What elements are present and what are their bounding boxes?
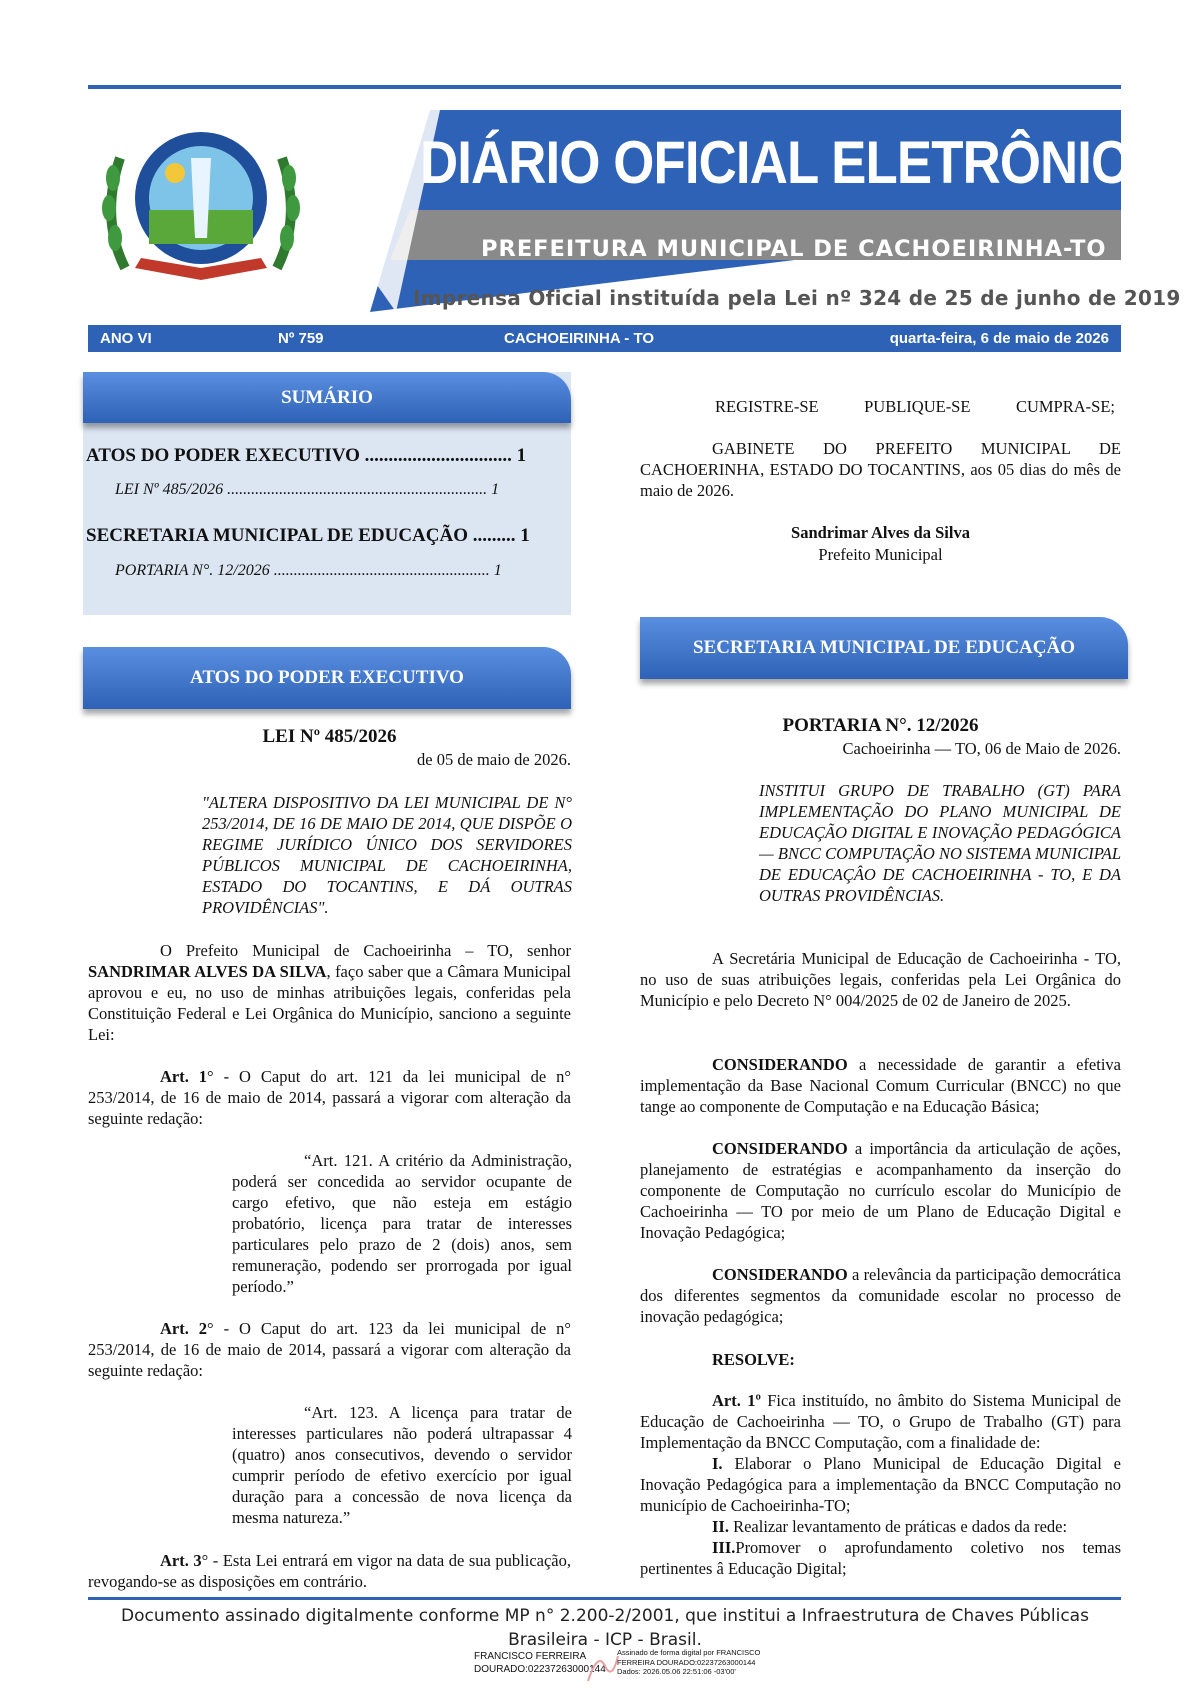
sumario-heading: SUMÁRIO [83, 372, 571, 423]
lei-art-1-quote: “Art. 121. A critério da Administração, poderá ser concedida ao servidor ocupante de cargo efetivo, que não esteja em estágio probatório, licença para tratar de interesses particulares pelo prazo de 2 (dois) anos, sem remuneração, podendo ser prorrogada por igual período.” [232, 1151, 572, 1296]
portaria-date: Cachoeirinha — TO, 06 de Maio de 2026. [842, 739, 1121, 758]
lei-title: LEI Nº 485/2026 [262, 726, 397, 747]
lei-art-2: Art. 2° - O Caput do art. 123 da lei municipal de n° 253/2014, de 16 de maio de 2014, passará a vigorar com alteração da seguinte redação: [88, 1319, 572, 1380]
registre-publique: REGISTRE-SE PUBLIQUE-SE CUMPRA-SE; [715, 397, 1115, 416]
issue-info-bar [88, 325, 1121, 352]
footer-note [60, 1604, 1150, 1652]
issue-year: ANO VI [100, 330, 152, 347]
municipal-seal-icon [95, 118, 307, 286]
lei-preambulo: O Prefeito Municipal de Cachoeirinha – TO, senhor SANDRIMAR ALVES DA SILVA, faço saber que a Câmara Municipal aprovou e eu, no uso de minhas atribuições legais, conferidas pela Constituição Federal e Lei Orgânica do Município, sanciono a seguinte Lei: [88, 941, 571, 1044]
portaria-item-i: I. Elaborar o Plano Municipal de Educação Digital e Inovação Pedagógica para a implementação da BNCC Computação no município de Cachoeirinha-TO; [640, 1454, 1121, 1515]
portaria-preambulo: A Secretária Municipal de Educação de Cachoeirinha - TO, no uso de suas atribuições legais, conferidas pela Lei Orgânica do Município e pelo Decreto N° 004/2025 de 02 de Janeiro de 2025. [640, 949, 1121, 1010]
toc-item[interactable]: ATOS DO PODER EXECUTIVO ............................... 1 [86, 445, 527, 466]
considerando-1: CONSIDERANDO a necessidade de garantir a efetiva implementação da Base Nacional Comum Curricular (BNCC) no que tange ao componente de Computação e na Educação Básica; [640, 1055, 1121, 1116]
portaria-ementa: INSTITUI GRUPO DE TRABALHO (GT) PARA IMPLEMENTAÇÃO DO PLANO MUNICIPAL DE EDUCAÇÃO DIGITAL E INOVAÇÃO PEDAGÓGICA — BNCC COMPUTAÇÃO NO SISTEMA MUNICIPAL DE EDUCAÇÂO DE CACHOEIRINHA - TO, E DA OUTRAS PROVIDÊNCIAS. [759, 781, 1121, 905]
header-subtitle: PREFEITURA MUNICIPAL DE CACHOEIRINHA-TO [481, 236, 1107, 262]
section-heading-executivo: ATOS DO PODER EXECUTIVO [83, 647, 571, 709]
toc-subitem[interactable]: LEI Nº 485/2026 ................................................................. 1 [115, 481, 500, 498]
header-imprensa: Imprensa Oficial instituída pela Lei nº 324 de 25 de junho de 2019 [413, 286, 1181, 310]
portaria-art-1: Art. 1º Fica instituído, no âmbito do Sistema Municipal de Educação de Cachoeirinha — TO, o Grupo de Trabalho (GT) para Implementação da BNCC Computação, com a finalidade de: [640, 1391, 1121, 1452]
toc-subitem[interactable]: PORTARIA N°. 12/2026 ...................................................... 1 [115, 562, 502, 579]
digital-signer: FRANCISCO FERREIRA DOURADO:02237263000144 [474, 1651, 606, 1675]
signature-name: Sandrimar Alves da Silva [791, 523, 970, 542]
lei-ementa: "ALTERA DISPOSITIVO DA LEI MUNICIPAL DE N° 253/2014, DE 16 DE MAIO DE 2014, QUE DISPÕE O REGIME JURÍDICO ÚNICO DOS SERVIDORES PÚBLICOS MUNICIPAL DE CACHOEIRINHA, ESTADO DO TOCANTINS, E DÁ OUTRAS PROVIDÊNCIAS". [202, 793, 572, 917]
footer-rule [88, 1597, 1121, 1600]
considerando-2: CONSIDERANDO a importância da articulação de ações, planejamento de estratégias e acompanhamento da inserção do componente de Computação no currículo escolar do Município de Cachoeirinha — TO por meio de um Plano de Educação Digital e Inovação Pedagógica; [640, 1139, 1121, 1242]
portaria-item-iii: III.Promover o aprofundamento coletivo nos temas pertinentes â Educação Digital; [640, 1538, 1121, 1578]
footer-line-1: Documento assinado digitalmente conforme MP n° 2.200-2/2001, que institui a Infraestrutura de Chaves Públicas [121, 1606, 1089, 1626]
lei-art-1: Art. 1° - O Caput do art. 121 da lei municipal de n° 253/2014, de 16 de maio de 2014, passará a vigorar com alteração da seguinte redação: [88, 1067, 572, 1128]
portaria-title: PORTARIA N°. 12/2026 [782, 715, 979, 736]
lei-date: de 05 de maio de 2026. [417, 750, 571, 769]
issue-city: CACHOEIRINHA - TO [504, 330, 654, 347]
toc-item[interactable]: SECRETARIA MUNICIPAL DE EDUCAÇÃO ......... 1 [86, 525, 530, 546]
header-top-rule [88, 85, 1121, 89]
issue-date: quarta-feira, 6 de maio de 2026 [889, 330, 1109, 347]
gabinete-text: GABINETE DO PREFEITO MUNICIPAL DE CACHOERINHA, ESTADO DO TOCANTINS, aos 05 dias do mês de maio de 2026. [640, 439, 1121, 500]
considerando-3: CONSIDERANDO a relevância da participação democrática dos diferentes segmentos da comunidade escolar no processo de inovação pedagógica; [640, 1265, 1121, 1326]
lei-art-2-quote: “Art. 123. A licença para tratar de interesses particulares não poderá ultrapassar 4 (quatro) anos consecutivos, devendo o servidor cumprir período de efetivo exercício por igual duração para a concessão de nova licença da mesma natureza.” [232, 1403, 572, 1527]
resolve-heading: RESOLVE: [712, 1350, 795, 1369]
digital-signature-stamp: Assinado de forma digital por FRANCISCO FERREIRA DOURADO:02237263000144 Dados: 2026.05.06 22:51:06 -03'00' [617, 1648, 761, 1676]
signature-role: Prefeito Municipal [818, 545, 943, 564]
section-heading-educacao: SECRETARIA MUNICIPAL DE EDUCAÇÃO [640, 617, 1128, 679]
footer-line-2: Brasileira - ICP - Brasil. [508, 1630, 702, 1650]
portaria-item-ii: II. Realizar levantamento de práticas e dados da rede: [712, 1517, 1068, 1536]
issue-number: Nº 759 [278, 330, 324, 347]
header-title: DIÁRIO OFICIAL ELETRÔNICO [420, 129, 1169, 196]
lei-art-3: Art. 3° - Esta Lei entrará em vigor na data de sua publicação, revogando-se as disposições em contrário. [88, 1551, 572, 1591]
